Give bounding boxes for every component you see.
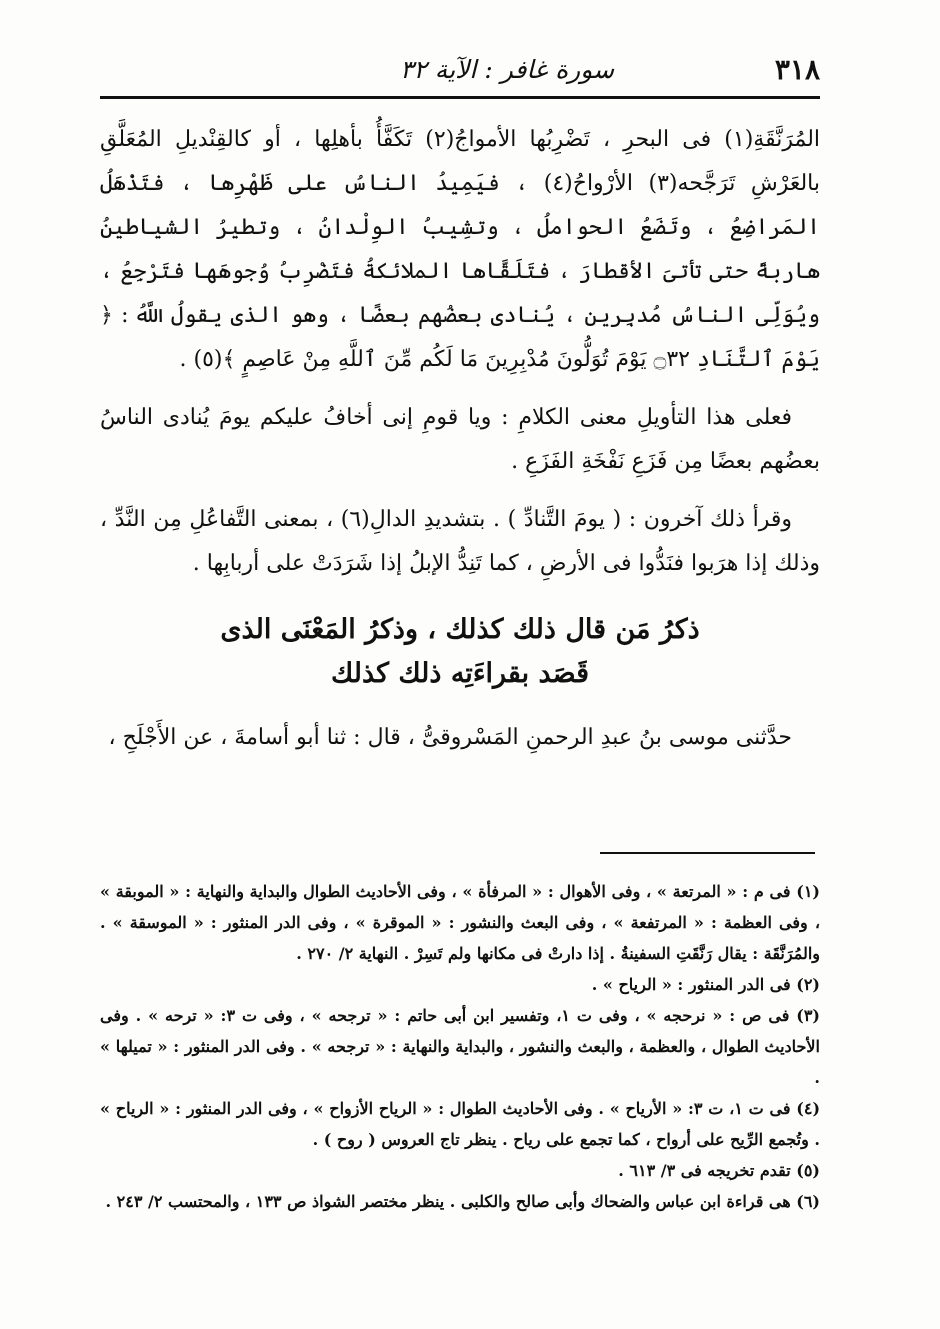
- paragraph: حدَّثنى موسى بنُ عبدِ الرحمنِ المَسْروقىُّ ، قال : ثنا أبو أسامةَ ، عن الأَجْلَحِ ،: [108, 725, 792, 750]
- paragraph: وقرأ ذلك آخرون : ( يومَ التَّنادِّ ) . بتشديدِ الدالِ(٦) ، بمعنى التَّفاعُلِ مِن النَّدِّ ، وذلك إذا هرَبوا فنَدُّوا فى الأرضِ ، كما تَنِدُّ الإبلُ إذا شَرَدَتْ على أربابِها .: [100, 507, 820, 576]
- footnote: (٦) هى قراءة ابن عباس والضحاك وأبى صالح والكلبى . ينظر مختصر الشواذ ص ١٣٣ ، والمحتسب ٢/ ٢٤٣ .: [105, 1192, 820, 1211]
- running-title: سورة غافر : الآية ٣٢: [400, 54, 615, 84]
- main-text: [100, 118, 820, 774]
- heading-line: قَصَد بقراءَتِه ذلك كذلك: [331, 658, 589, 689]
- footnote-rule: [600, 852, 815, 854]
- footnote: (٤) فى ت ١، ت ٣: « الأرياح » . وفى الأحاديث الطوال : « الرياح الأزواح » ، وفى الدر المنثور : « الرياح » . وتُجمع الرِّيح على أرواح ، كما تجمع على رياح . ينظر تاج العروس ( روح ) .: [100, 1099, 821, 1149]
- header-rule: [100, 96, 820, 99]
- paragraph: المُرَنَّقَةِ(١) فى البحرِ ، تَضْرِبُها الأمواجُ(٢) تَكَفَّأُ بأهلِها ، أو كالقِنْديلِ المُعَلَّقِ بالعَرْشِ تَرَجَّحه(٣) الأرْواحُ(٤) ، فيَمِيدُ الناسُ على ظَهْرِها ، فتَذْهَلُ المَراضِعُ ، وتَضَعُ الحواملُ ، وتشِيبُ الوِلْدانُ ، وتطيرُ الشياطينُ هاربةً حتى تأتىَ الأقطارَ ، فتَلَقَّاها الملائكةُ فتَضْرِبُ وُجوهَها فتَرْجِعُ ، ويُوَلِّى الناسُ مُدبِرين ، يُنادى بعضُهم بعضًا ، وهو الذى يقولُ اللَّهُ : ﴿ يَوْمَ ٱلتَّنَادِ ۝٣٢ يَوْمَ تُوَلُّونَ مُدْبِرِينَ مَا لَكُم مِّنَ ٱللَّهِ مِنْ عَاصِمٍ ﴾(٥) .: [100, 127, 821, 372]
- footnote: (٣) فى ص : « نرحجه » ، وفى ت ١، وتفسير ابن أبى حاتم : « ترجحه » ، وفى ت ٣: « ترحه » . وفى الأحاديث الطوال ، والعظمة ، والبعث والنشور ، والبداية والنهاية : « ترجحه » . وفى الدر المنثور : « تميلها » .: [100, 1006, 820, 1087]
- footnote: (٥) تقدم تخريجه فى ٣/ ٦١٣ .: [618, 1161, 820, 1180]
- footnote: (١) فى م : « المرتعة » ، وفى الأهوال : « المرفأة » ، وفى الأحاديث الطوال والبداية والنهاية : « الموبقة » ، وفى العظمة : « المرتفعة » ، وفى البعث والنشور : « الموقرة » ، وفى الدر المنثور : « الموسقة » . والمُرَنَّقَة : يقال رَنَّقَتِ السفينةُ . إذا دارتْ فى مكانها ولم تَسِرْ . النهاية ٢/ ٢٧٠ .: [100, 882, 820, 963]
- footnote: (٢) فى الدر المنثور : « الرياح » .: [591, 975, 820, 994]
- section-heading: [100, 608, 820, 696]
- footnotes: [100, 876, 820, 1217]
- paragraph: فعلى هذا التأويلِ معنى الكلامِ : ويا قومِ إنى أخافُ عليكم يومَ يُنادى الناسُ بعضُهم بعضًا مِن فَزَعِ نَفْخَةِ الفَزَعِ .: [100, 405, 820, 474]
- heading-line: ذكرُ مَن قال ذلك كذلك ، وذكرُ المَعْنَى الذى: [220, 614, 700, 645]
- page-number: ٣١٨: [774, 52, 820, 86]
- page-header: [100, 46, 820, 92]
